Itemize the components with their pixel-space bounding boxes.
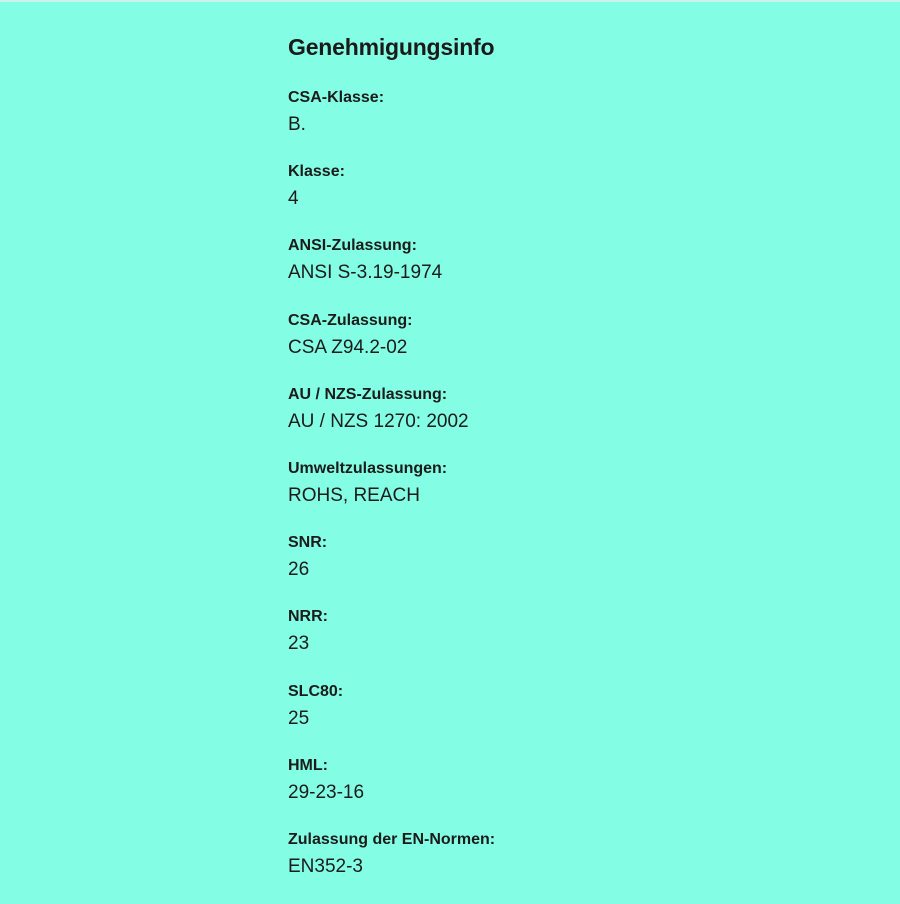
field-value: ROHS, REACH <box>288 484 420 506</box>
field-value: 26 <box>288 559 310 581</box>
field-au-nzs-approval <box>288 385 848 459</box>
field-value: AU / NZS 1270: 2002 <box>288 410 469 432</box>
field-class <box>288 162 848 236</box>
top-border <box>0 0 900 2</box>
field-value: CSA Z94.2-02 <box>288 336 408 358</box>
field-label: NRR: <box>288 608 328 626</box>
field-slc80 <box>288 682 848 756</box>
field-value: 4 <box>288 188 299 210</box>
field-value: EN352-3 <box>288 855 363 877</box>
field-label: CSA-Klasse: <box>288 89 385 106</box>
field-snr <box>288 533 848 607</box>
field-value: ANSI S-3.19-1974 <box>288 262 443 284</box>
field-label: ANSI-Zulassung: <box>288 237 417 255</box>
field-label: Umweltzulassungen: <box>288 459 448 477</box>
field-label: CSA-Zulassung: <box>288 311 413 329</box>
field-label: Klasse: <box>288 163 345 181</box>
field-value: B. <box>288 114 306 135</box>
field-value: 23 <box>288 633 310 655</box>
field-value: 25 <box>288 707 310 729</box>
field-label: HML: <box>288 756 328 774</box>
field-csa-class <box>288 88 848 162</box>
field-label: SLC80: <box>288 682 344 700</box>
field-label: AU / NZS-Zulassung: <box>288 385 448 403</box>
field-nrr <box>288 607 848 681</box>
field-label: SNR: <box>288 534 328 552</box>
field-csa-approval <box>288 311 848 385</box>
field-hml <box>288 756 848 830</box>
section-title: Genehmigungsinfo <box>288 34 495 60</box>
field-environmental-approvals <box>288 459 848 533</box>
field-en-standards-approval <box>288 830 848 904</box>
field-ansi-approval <box>288 236 848 310</box>
field-value: 29-23-16 <box>288 781 365 803</box>
approval-info-section <box>288 32 848 904</box>
field-label: Zulassung der EN-Normen: <box>288 830 496 848</box>
